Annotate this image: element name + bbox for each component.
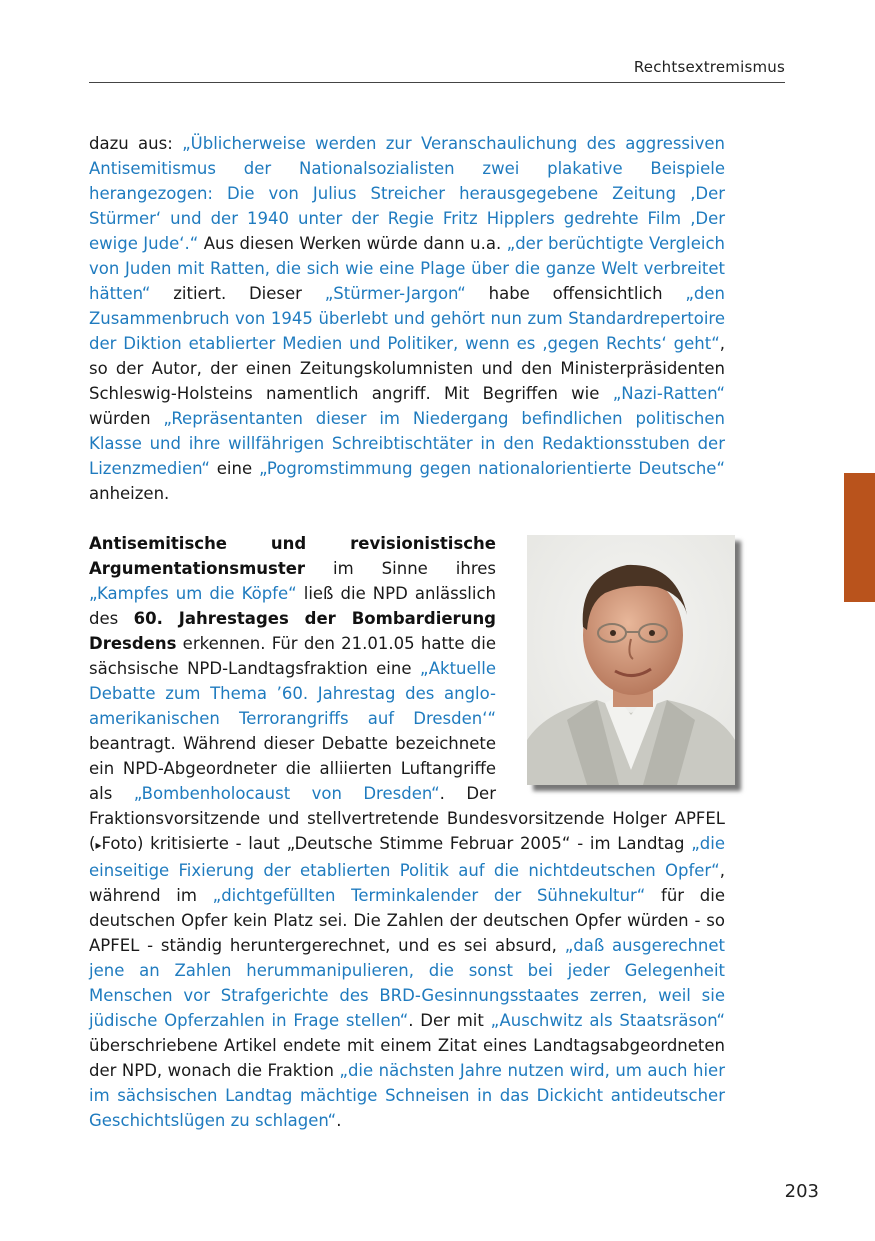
paragraph-1 (89, 131, 725, 506)
quote-segment: „daß ausgerechnet jene an Zahlen herummanipulieren, die sonst bei jeder Gelegenheit Menschen vor Strafgerichte des BRD-Gesinnungsstaates zerren, weil sie jüdische Opferzahlen in Frage stellen“ (89, 936, 726, 1030)
quote-segment: „Üblicherweise werden zur Veranschaulichung des aggressiven Antisemitismus der Nationalsozialisten zwei plakative Beispiele herangezogen: Die von Julius Streicher herausgegebene Zeitung ‚Der Stürmer‘ und der 1940 unter der Regie Fritz Hipplers gedrehte Film ‚Der ewige Jude‘.“ (89, 134, 725, 253)
quote-segment: „die einseitige Fixierung der etablierten Politik auf die nichtdeutschen Opfer“ (89, 834, 725, 880)
text-segment: für die deutschen Opfer kein Platz sei. Die Zahlen der deutschen Opfer würden - so APFEL - ständig heruntergerechnet, und es sei absurd, (89, 886, 725, 955)
text-segment: , so der Autor, der einen Zeitungskolumnisten und den Ministerpräsidenten Schleswig-Holsteins namentlich angriff. Mit Begriffen wie (89, 334, 725, 403)
quote-segment: „Stürmer-Jargon“ (324, 284, 466, 303)
text-segment: . (336, 1111, 342, 1130)
text-segment: . Der mit (408, 1011, 491, 1030)
quote-segment: „Pogromstimmung gegen nationalorientierte Deutsche“ (258, 459, 725, 478)
paragraph-2 (89, 531, 725, 1133)
quote-segment: „Bombenholocaust von Dresden“ (133, 784, 440, 803)
text-segment: würden (89, 409, 164, 428)
text-segment: habe offensichtlich (465, 284, 686, 303)
text-segment: überschriebene Artikel endete mit einem Zitat eines Landtagsabgeordneten der NPD, wonach die Fraktion (89, 1036, 725, 1080)
quote-segment: „dichtgefüllten Terminkalender der Sühnekultur“ (212, 886, 646, 905)
text-segment: erkennen. Für den 21.01.05 hatte die sächsische NPD-Landtagsfraktion eine (89, 634, 496, 678)
quote-segment: „der berüchtigte Vergleich von Juden mit Ratten, die sich wie eine Plage über die ganze Welt verbreitet hätten“ (89, 234, 725, 303)
text-segment: ließ die NPD anlässlich des (89, 584, 496, 628)
header-rule (89, 82, 785, 83)
photo-float (510, 531, 735, 789)
quote-segment: „Nazi-Ratten“ (612, 384, 725, 403)
text-segment: zitiert. Dieser (150, 284, 325, 303)
quote-segment: „Auschwitz als Staatsräson“ (490, 1011, 725, 1030)
running-header: Rechtsextremismus (633, 58, 785, 76)
text-segment: , während im (89, 861, 725, 905)
text-segment: beantragt. Während dieser Debatte bezeichnete ein NPD-Abgeordneter die alliierten Luftangriffe als (89, 734, 496, 803)
page-number: 203 (784, 1181, 819, 1202)
text-segment: Foto) kritisierte - laut „Deutsche Stimme Februar 2005“ - im Landtag (101, 834, 692, 853)
quote-segment: „Repräsentanten dieser im Niedergang befindlichen politischen Klasse und ihre willfährigen Schreibtischtäter in den Redaktionsstuben der Lizenzmedien“ (89, 409, 725, 478)
text-segment: eine (209, 459, 259, 478)
text-segment: dazu aus: (89, 134, 183, 153)
text-segment: . Der Fraktionsvorsitzende und stellvertretende Bundesvorsitzende Holger APFEL ( (89, 784, 725, 853)
portrait-photo (527, 535, 735, 785)
text-segment: im Sinne ihres (305, 559, 496, 578)
quote-segment: „Aktuelle Debatte zum Thema ’60. Jahrestag des anglo-amerikanischen Terrorangriffs auf Dresden‘“ (89, 659, 496, 728)
bold-segment: 60. Jahrestages der Bombardierung Dresdens (89, 609, 496, 653)
quote-segment: „den Zusammenbruch von 1945 überlebt und gehört nun zum Standardrepertoire der Diktion etablierter Medien und Politiker, wenn es ‚gegen Rechts‘ geht“ (89, 284, 725, 353)
quote-segment: „Kampfes um die Köpfe“ (89, 584, 297, 603)
bold-segment: Antisemitische und revisionistische Argumentationsmuster (89, 534, 496, 578)
text-segment: anheizen. (89, 484, 170, 503)
arrow-icon: ▸ (95, 838, 102, 852)
chapter-tab-marker (844, 473, 875, 602)
quote-segment: „die nächsten Jahre nutzen wird, um auch hier im sächsischen Landtag mächtige Schneisen in das Dickicht antideutscher Geschichtslügen zu schlagen“ (89, 1061, 725, 1130)
text-segment: Aus diesen Werken würde dann u.a. (198, 234, 507, 253)
